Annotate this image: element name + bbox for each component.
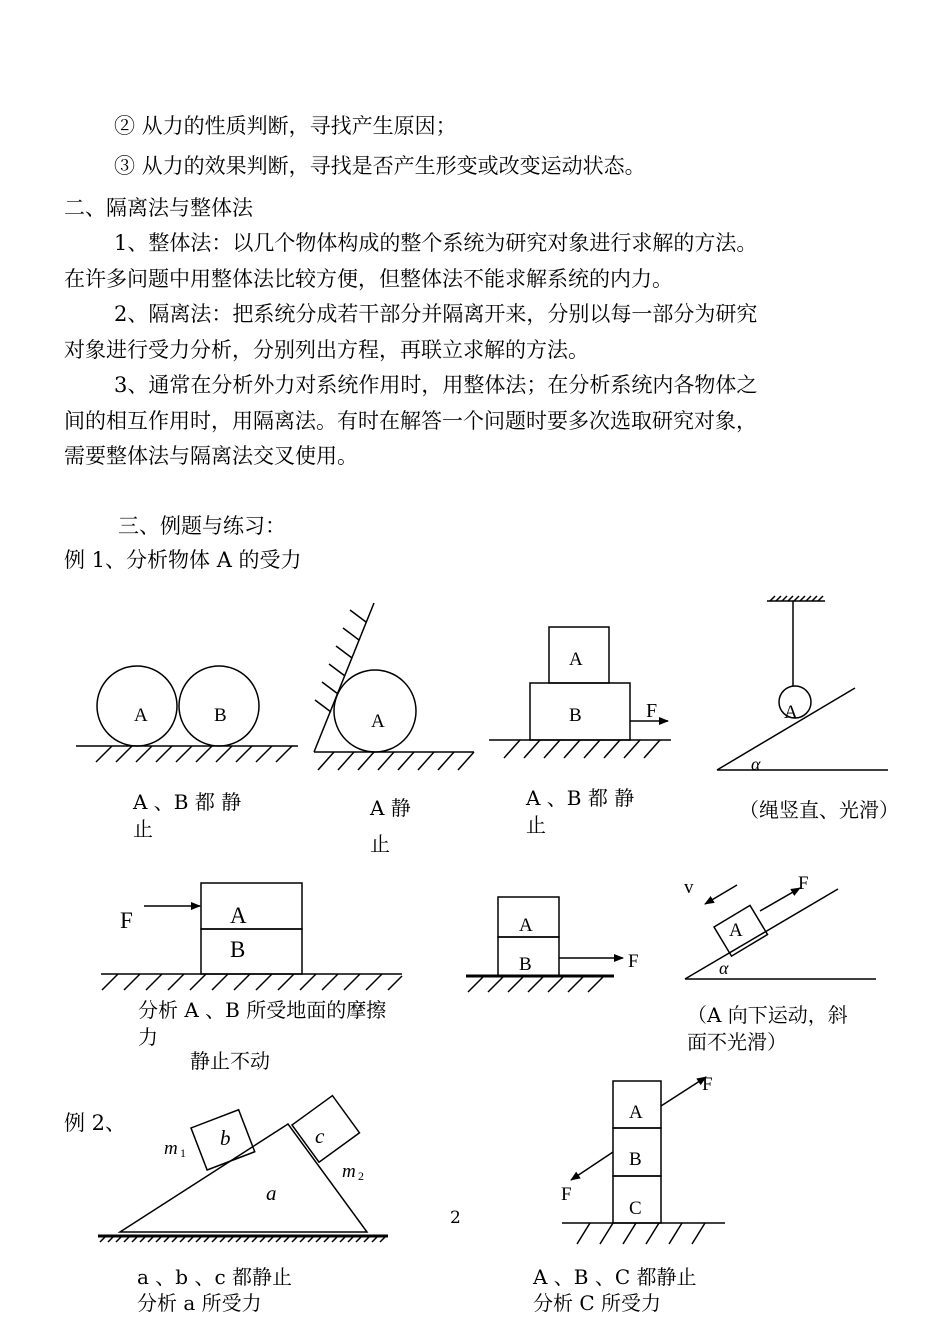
caption: A 、B 、C 都静止 — [533, 1265, 697, 1289]
label-b: B — [629, 1149, 642, 1170]
caption: （绳竖直、光滑） — [739, 798, 899, 822]
caption: A 静 — [370, 796, 411, 820]
caption: A 、B 都 静 — [133, 790, 242, 814]
label-f: F — [561, 1184, 572, 1205]
figure-small-blocks — [466, 897, 623, 992]
paragraph-line: 间的相互作用时，用隔离法。有时在解答一个问题时要多次选取研究对象， — [64, 409, 757, 433]
label-b: B — [214, 705, 227, 726]
caption: 静止不动 — [190, 1049, 270, 1073]
velocity-arrow — [705, 885, 737, 904]
label-a: A — [569, 649, 583, 670]
block-a — [201, 883, 302, 929]
label-a: A — [729, 920, 743, 941]
label-m1-sub: 1 — [180, 1146, 186, 1160]
paragraph-line: 需要整体法与隔离法交叉使用。 — [64, 444, 358, 468]
page-number: 2 — [450, 1208, 461, 1228]
label-a: A — [629, 1102, 643, 1123]
label-m1: m — [164, 1138, 178, 1159]
label-m2-sub: 2 — [358, 1169, 364, 1183]
caption: 力 — [138, 1025, 158, 1049]
caption: A 、B 都 静 — [526, 786, 635, 810]
force-arrow — [760, 888, 800, 911]
label-a: A — [519, 915, 533, 936]
figure-ball-wall — [314, 603, 474, 770]
label-f: F — [702, 1074, 713, 1095]
label-a: A — [784, 702, 798, 723]
label-c: c — [315, 1124, 325, 1148]
label-b: B — [569, 705, 582, 726]
section-heading: 二、隔离法与整体法 — [64, 196, 253, 220]
label-f: F — [120, 908, 133, 933]
label-f: F — [646, 700, 658, 722]
example-title: 例 2、 — [64, 1111, 127, 1135]
label-c: C — [629, 1198, 642, 1219]
paragraph-line: 3、通常在分析外力对系统作用时，用整体法；在分析系统内各物体之 — [114, 373, 758, 397]
figure-three-blocks — [562, 1077, 725, 1244]
label-alpha: α — [719, 958, 729, 978]
label-b: B — [519, 954, 532, 975]
label-a: A — [230, 903, 247, 928]
figure-stacked-blocks — [489, 627, 671, 758]
block-b — [201, 929, 302, 974]
force-arrow-b — [571, 1152, 613, 1180]
caption: 止 — [370, 832, 390, 856]
label-f: F — [798, 873, 809, 894]
figure-two-balls — [76, 666, 298, 762]
block-c — [292, 1096, 359, 1163]
paragraph-line: 对象进行受力分析，分别列出方程，再联立求解的方法。 — [64, 338, 589, 362]
figure-push-blocks — [101, 883, 402, 990]
figure-incline-block — [685, 885, 876, 979]
caption: 止 — [133, 817, 153, 841]
label-v: v — [684, 877, 694, 898]
paragraph-line: 1、整体法：以几个物体构成的整个系统为研究对象进行求解的方法。 — [114, 231, 758, 255]
paragraph-line: ② 从力的性质判断，寻找产生原因； — [114, 114, 457, 138]
figure-hanging-ball — [717, 596, 888, 770]
label-alpha: α — [751, 754, 761, 774]
label-b: b — [220, 1126, 231, 1150]
label-a: a — [266, 1181, 277, 1205]
label-b: B — [230, 937, 246, 962]
caption: 面不光滑） — [687, 1030, 787, 1054]
caption: 分析 C 所受力 — [533, 1291, 662, 1315]
caption: 止 — [526, 813, 546, 837]
force-arrow-a — [661, 1077, 706, 1106]
label-m2: m — [342, 1161, 356, 1182]
section-heading: 三、例题与练习： — [118, 514, 286, 538]
example-title: 例 1、分析物体 A 的受力 — [64, 548, 302, 572]
paragraph-line: 2、隔离法：把系统分成若干部分并隔离开来，分别以每一部分为研究 — [114, 302, 758, 326]
caption: 分析 A 、B 所受地面的摩擦 — [138, 998, 387, 1022]
caption: （A 向下运动，斜 — [687, 1003, 848, 1027]
label-f: F — [628, 951, 639, 972]
label-a: A — [134, 705, 148, 726]
label-a: A — [371, 711, 385, 732]
paragraph-line: 在许多问题中用整体法比较方便，但整体法不能求解系统的内力。 — [64, 267, 673, 291]
paragraph-line: ③ 从力的效果判断，寻找是否产生形变或改变运动状态。 — [114, 154, 646, 178]
wedge-a — [120, 1124, 367, 1232]
caption: 分析 a 所受力 — [137, 1291, 262, 1315]
caption: a 、b 、c 都静止 — [137, 1265, 292, 1289]
